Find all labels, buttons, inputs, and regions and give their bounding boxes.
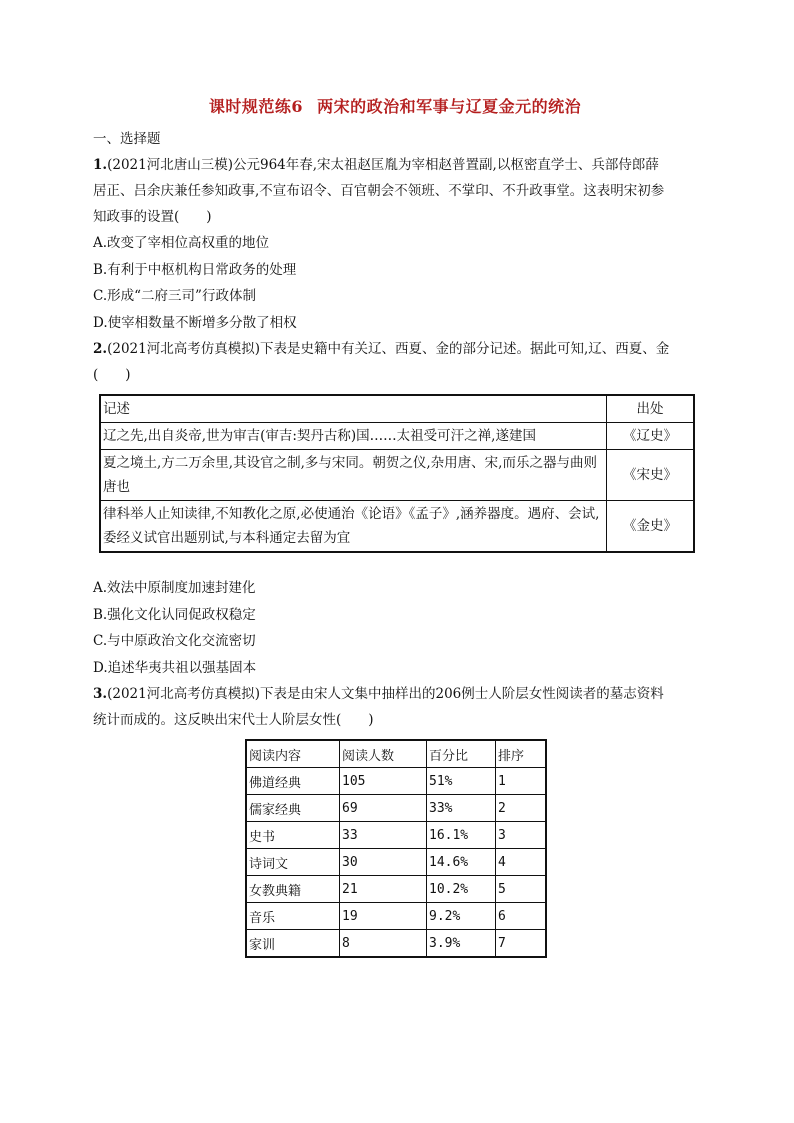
question-number: 2. — [93, 341, 108, 357]
question-2-line-1 — [93, 336, 697, 362]
title-part1: 课时规范练6 — [208, 97, 304, 116]
question-1-line-2: 居正、吕余庆兼任参知政事,不宣布诏令、百官朝会不领班、不掌印、不升政事堂。这表明宋初参 — [93, 183, 665, 199]
table-header-cell: 排序 — [496, 740, 547, 768]
table-row — [246, 876, 546, 903]
question-text: (2021河北高考仿真模拟)下表是由宋人文集中抽样出的206例士人阶层女性阅读者的墓志资料 — [107, 686, 664, 702]
table-header-cell: 阅读内容 — [246, 740, 340, 768]
page-title — [93, 94, 697, 117]
question-3-line-1 — [93, 681, 697, 707]
table-cell: 3.9% — [427, 930, 496, 958]
table-cell: 30 — [340, 849, 427, 876]
question-2-line-2: ( ) — [93, 367, 131, 383]
question-number: 3. — [93, 686, 108, 702]
table-cell: 佛道经典 — [246, 768, 340, 795]
option-b: B.有利于中枢机构日常政务的处理 — [93, 261, 297, 278]
question-number: 1. — [93, 157, 108, 173]
table-row — [246, 822, 546, 849]
option-b: B.强化文化认同促政权稳定 — [93, 606, 256, 623]
table-cell: 音乐 — [246, 903, 340, 930]
table-cell: 10.2% — [427, 876, 496, 903]
option-d: D.追述华夷共祖以强基固本 — [93, 659, 257, 676]
question-3-line-2: 统计而成的。这反映出宋代士人阶层女性( ) — [93, 712, 374, 728]
table-cell: 夏之境土,方二万余里,其设官之制,多与宋同。朝贺之仪,杂用唐、宋,而乐之器与曲则唐也 — [100, 450, 607, 501]
table-cell: 史书 — [246, 822, 340, 849]
option-a: A.改变了宰相位高权重的地位 — [93, 235, 270, 251]
table-row — [246, 930, 546, 958]
option-c: C.形成“二府三司”行政体制 — [93, 288, 256, 304]
table-cell: 1 — [496, 768, 547, 795]
table-header-cell: 记述 — [100, 395, 607, 423]
table-cell: 21 — [340, 876, 427, 903]
table-row — [246, 849, 546, 876]
table-row — [246, 795, 546, 822]
question-1-line-1 — [93, 152, 697, 178]
table-cell: 3 — [496, 822, 547, 849]
table-cell: 14.6% — [427, 849, 496, 876]
table-header-cell: 百分比 — [427, 740, 496, 768]
table-row — [246, 768, 546, 795]
history-records-table — [99, 394, 695, 553]
table-row — [100, 450, 694, 501]
option-a: A.效法中原制度加速封建化 — [93, 580, 256, 596]
table-cell: 《宋史》 — [607, 450, 695, 501]
question-2 — [93, 336, 697, 681]
table-cell: 9.2% — [427, 903, 496, 930]
question-1-line-3: 知政事的设置( ) — [93, 209, 212, 225]
table-cell: 7 — [496, 930, 547, 958]
table-cell: 33 — [340, 822, 427, 849]
table-cell: 5 — [496, 876, 547, 903]
table-cell: 儒家经典 — [246, 795, 340, 822]
question-text: (2021河北唐山三模)公元964年春,宋太祖赵匡胤为宰相赵普置副,以枢密直学士、兵部侍郎薛 — [107, 157, 659, 173]
option-c: C.与中原政治文化交流密切 — [93, 633, 256, 649]
table-header-row — [246, 740, 546, 768]
table-cell: 6 — [496, 903, 547, 930]
table-cell: 4 — [496, 849, 547, 876]
table-row — [100, 501, 694, 553]
table-header-row — [100, 395, 694, 423]
table-cell: 女教典籍 — [246, 876, 340, 903]
question-3 — [93, 681, 697, 958]
table-cell: 家训 — [246, 930, 340, 958]
table-cell: 《金史》 — [607, 501, 695, 553]
table-cell: 19 — [340, 903, 427, 930]
table-cell: 8 — [340, 930, 427, 958]
table-header-cell: 出处 — [607, 395, 695, 423]
table-cell: 2 — [496, 795, 547, 822]
table-cell: 诗词文 — [246, 849, 340, 876]
table-cell: 105 — [340, 768, 427, 795]
table-cell: 51% — [427, 768, 496, 795]
table-row — [246, 903, 546, 930]
table-row — [100, 423, 694, 450]
question-1 — [93, 152, 697, 336]
section-heading: 一、选择题 — [93, 131, 161, 147]
option-d: D.使宰相数量不断增多分散了相权 — [93, 314, 297, 331]
table-cell: 69 — [340, 795, 427, 822]
table-cell: 33% — [427, 795, 496, 822]
table-cell: 辽之先,出自炎帝,世为审吉(审吉:契丹古称)国……太祖受可汗之禅,遂建国 — [100, 423, 607, 450]
reading-statistics-table — [245, 739, 547, 958]
title-part2: 两宋的政治和军事与辽夏金元的统治 — [317, 97, 582, 116]
table-header-cell: 阅读人数 — [340, 740, 427, 768]
question-text: (2021河北高考仿真模拟)下表是史籍中有关辽、西夏、金的部分记述。据此可知,辽、西夏、金 — [107, 341, 670, 357]
table-cell: 《辽史》 — [607, 423, 695, 450]
document-page — [93, 94, 697, 958]
table-cell: 16.1% — [427, 822, 496, 849]
table-cell: 律科举人止知读律,不知教化之原,必使通治《论语》《孟子》,涵养器度。遇府、会试,委经义试官出题别试,与本科通定去留为宜 — [100, 501, 607, 553]
